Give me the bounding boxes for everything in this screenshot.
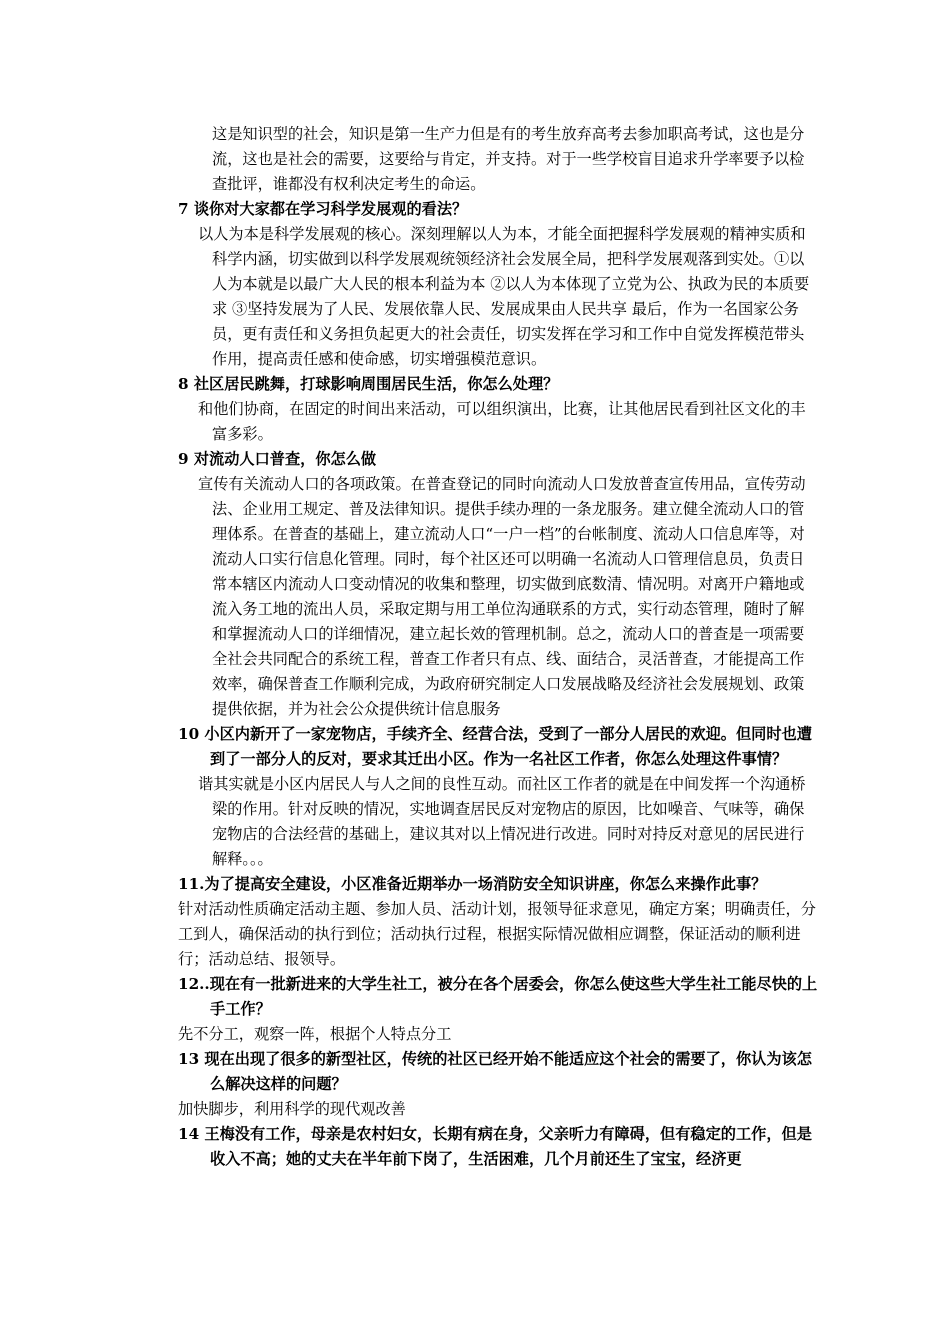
question-13: 13 现在出现了很多的新型社区，传统的社区已经开始不能适应这个社会的需要了，你认为该怎么解决这样的问题？ [178, 1050, 812, 1093]
question-9: 9 对流动人口普查，你怎么做 [178, 450, 377, 468]
answer-10: 谐其实就是小区内居民人与人之间的良性互动。而社区工作者的就是在中间发挥一个沟通桥梁的作用。针对反映的情况，实地调查居民反对宠物店的原因，比如噪音、气味等，确保宠物店的合法经营的基础上，建议其对以上情况进行改进。同时对持反对意见的居民进行解释。。。 [198, 775, 806, 868]
answer-12: 先不分工，观察一阵，根据个人特点分工 [178, 1025, 452, 1043]
question-14: 14 王梅没有工作，母亲是农村妇女，长期有病在身，父亲听力有障碍，但有稳定的工作，但是收入不高；她的丈夫在半年前下岗了，生活困难，几个月前还生了宝宝，经济更 [178, 1125, 812, 1168]
answer-8: 和他们协商，在固定的时间出来活动，可以组织演出，比赛，让其他居民看到社区文化的丰富多彩。 [198, 400, 806, 443]
lead-paragraph: 这是知识型的社会，知识是第一生产力但是有的考生放弃高考去参加职高考试，这也是分流，这也是社会的需要，这要给与肯定，并支持。对于一些学校盲目追求升学率要予以检查批评，谁都没有权利决定考生的命运。 [212, 125, 805, 193]
document-body [178, 122, 818, 1172]
question-7: 7 谈你对大家都在学习科学发展观的看法？ [178, 200, 468, 218]
question-12: 12..现在有一批新进来的大学生社工，被分在各个居委会，你怎么使这些大学生社工能尽快的上手工作？ [178, 975, 818, 1018]
question-8: 8 社区居民跳舞，打球影响周围居民生活，你怎么处理？ [178, 375, 559, 393]
question-11: 11.为了提高安全建设，小区准备近期举办一场消防安全知识讲座，你怎么来操作此事？ [178, 875, 767, 893]
answer-13: 加快脚步，利用科学的现代观改善 [178, 1100, 406, 1118]
answer-9: 宣传有关流动人口的各项政策。在普查登记的同时向流动人口发放普查宣传用品，宣传劳动法、企业用工规定、普及法律知识。提供手续办理的一条龙服务。建立健全流动人口的管理体系。在普查的基础上，建立流动人口“一户一档”的台帐制度、流动人口信息库等，对流动人口实行信息化管理。同时，每个社区还可以明确一名流动人口管理信息员，负责日常本辖区内流动人口变动情况的收集和整理，切实做到底数清、情况明。对离开户籍地或流入务工地的流出人员，采取定期与用工单位沟通联系的方式，实行动态管理，随时了解和掌握流动人口的详细情况，建立起长效的管理机制。总之，流动人口的普查是一项需要全社会共同配合的系统工程，普查工作者只有点、线、面结合，灵活普查，才能提高工作效率，确保普查工作顺利完成，为政府研究制定人口发展战略及经济社会发展规划、政策提供依据，并为社会公众提供统计信息服务 [198, 475, 806, 718]
answer-11: 针对活动性质确定活动主题、参加人员、活动计划，报领导征求意见，确定方案；明确责任，分工到人，确保活动的执行到位；活动执行过程，根据实际情况做相应调整，保证活动的顺利进行；活动总结、报领导。 [178, 900, 816, 968]
answer-7: 以人为本是科学发展观的核心。深刻理解以人为本，才能全面把握科学发展观的精神实质和科学内涵，切实做到以科学发展观统领经济社会发展全局，把科学发展观落到实处。①以人为本就是以最广大人民的根本利益为本 ②以人为本体现了立党为公、执政为民的本质要求 ③坚持发展为了人民、发展依靠人民、发展成果由人民共享 最后，作为一名国家公务员，更有责任和义务担负起更大的社会责任，切实发挥在学习和工作中自觉发挥模范带头作用，提高责任感和使命感，切实增强模范意识。 [198, 225, 810, 368]
question-10: 10 小区内新开了一家宠物店，手续齐全、经营合法，受到了一部分人居民的欢迎。但同时也遭到了一部分人的反对，要求其迁出小区。作为一名社区工作者，你怎么处理这件事情？ [178, 725, 812, 768]
